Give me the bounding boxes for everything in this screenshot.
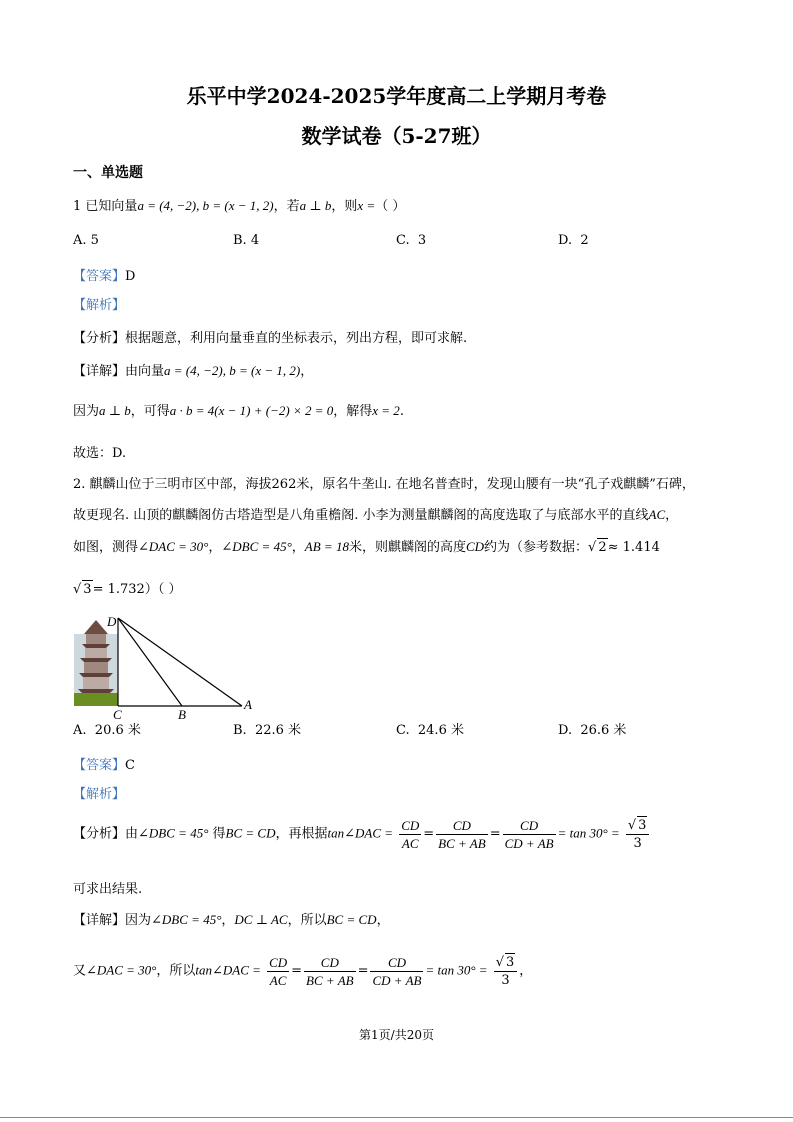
q2-option-c: C. 24.6 米 <box>396 723 464 738</box>
label-c: C <box>113 707 122 722</box>
q1-paren: （ ） <box>375 199 406 214</box>
q2-option-a: A. 20.6 米 <box>73 723 141 738</box>
page-subtitle: 数学试卷（5-27班） <box>301 124 492 148</box>
q1-conclusion: 故选：D. <box>73 446 127 461</box>
q1-analysis-tag: 【解析】 <box>73 298 126 313</box>
label-b: B <box>178 707 186 722</box>
q1-option-a: A. 5 <box>73 233 99 248</box>
q1-stem-a: 已知向量 <box>85 199 138 214</box>
bottom-divider <box>0 1117 793 1118</box>
page-footer: 第1页/共20页 <box>359 1028 434 1042</box>
label-a: A <box>244 697 252 712</box>
pagoda-image <box>74 620 118 706</box>
q2-fenxi-end: 可求出结果. <box>73 882 143 897</box>
q1-detail-1: 【详解】由向量a = (4, −2), b = (x − 1, 2)， <box>73 363 314 379</box>
label-d: D <box>107 614 117 629</box>
q2-analysis-tag: 【解析】 <box>73 787 126 802</box>
q2-line-1: 2. 麒麟山位于三明市区中部，海拔262米，原名牛垄山. 在地名普查时，发现山腰有一块“孔子戏麒麟”石碑， <box>73 477 695 492</box>
q2-option-b: B. 22.6 米 <box>233 723 302 738</box>
q1-option-c: C. 3 <box>396 233 427 248</box>
q1-number: 1 <box>73 199 82 214</box>
q1-stem <box>73 197 405 216</box>
q2-figure <box>70 612 270 722</box>
q2-fenxi: 【分析】由∠DBC = 45° 得BC = CD，再根据tan∠DAC = $\frac{CD}{AC}$ = $\frac{CD}{BC + AB}$ = $\frac{CD}{CD + AB}$ = tan 30° = $\frac{√ 3}{3}$ <box>73 816 651 852</box>
q1-stem-c: ，则 <box>331 199 358 214</box>
answer-tag: 【答案】 <box>73 269 126 284</box>
line-da <box>118 618 242 706</box>
page-title: 乐平中学2024-2025学年度高二上学期月考卷 <box>186 84 607 108</box>
section-heading: 一、单选题 <box>73 165 143 181</box>
q1-detail-2: 因为a ⊥ b，可得a · b = 4(x − 1) + (−2) × 2 = 0，解得x = 2. <box>73 403 404 419</box>
q1-ask: x = <box>357 198 376 213</box>
q1-vectors: a = (4, −2), b = (x − 1, 2) <box>137 198 274 213</box>
q2-answer: 【答案】C <box>73 758 135 773</box>
q2-line-2: 故更现名. 山顶的麒麟阁仿古塔造型是八角重檐阁. 小李为测量麒麟阁的高度选取了与底部水平的直线AC， <box>73 507 679 523</box>
q1-fenxi: 【分析】根据题意，利用向量垂直的坐标表示，列出方程，即可求解. <box>73 331 468 346</box>
q1-perp: a ⊥ b <box>299 198 332 213</box>
q2-detail-1: 【详解】因为∠DBC = 45°，DC ⊥ AC，所以BC = CD， <box>73 912 390 928</box>
q2-option-d: D. 26.6 米 <box>558 723 627 738</box>
line-db <box>118 618 182 706</box>
q2-detail-2: 又∠DAC = 30°，所以tan∠DAC = $\frac{CD}{AC}$ = $\frac{CD}{BC + AB}$ = $\frac{CD}{CD + AB}$ = tan 30° = $\frac{√ 3}{3}$ ， <box>73 954 533 988</box>
q2-line-3: 如图，测得∠DAC = 30°，∠DBC = 45°，AB = 18米，则麒麟阁的高度CD约为（参考数据：√ 2≈ 1.414 <box>73 539 660 555</box>
q1-answer: 【答案】D <box>73 269 136 284</box>
q1-option-d: D. 2 <box>558 233 589 248</box>
q1-stem-b: ，若 <box>273 199 300 214</box>
answer-tag: 【答案】 <box>73 758 126 773</box>
q2-line-4: √ 3= 1.732）（ ） <box>73 582 182 597</box>
q1-option-b: B. 4 <box>233 233 260 248</box>
